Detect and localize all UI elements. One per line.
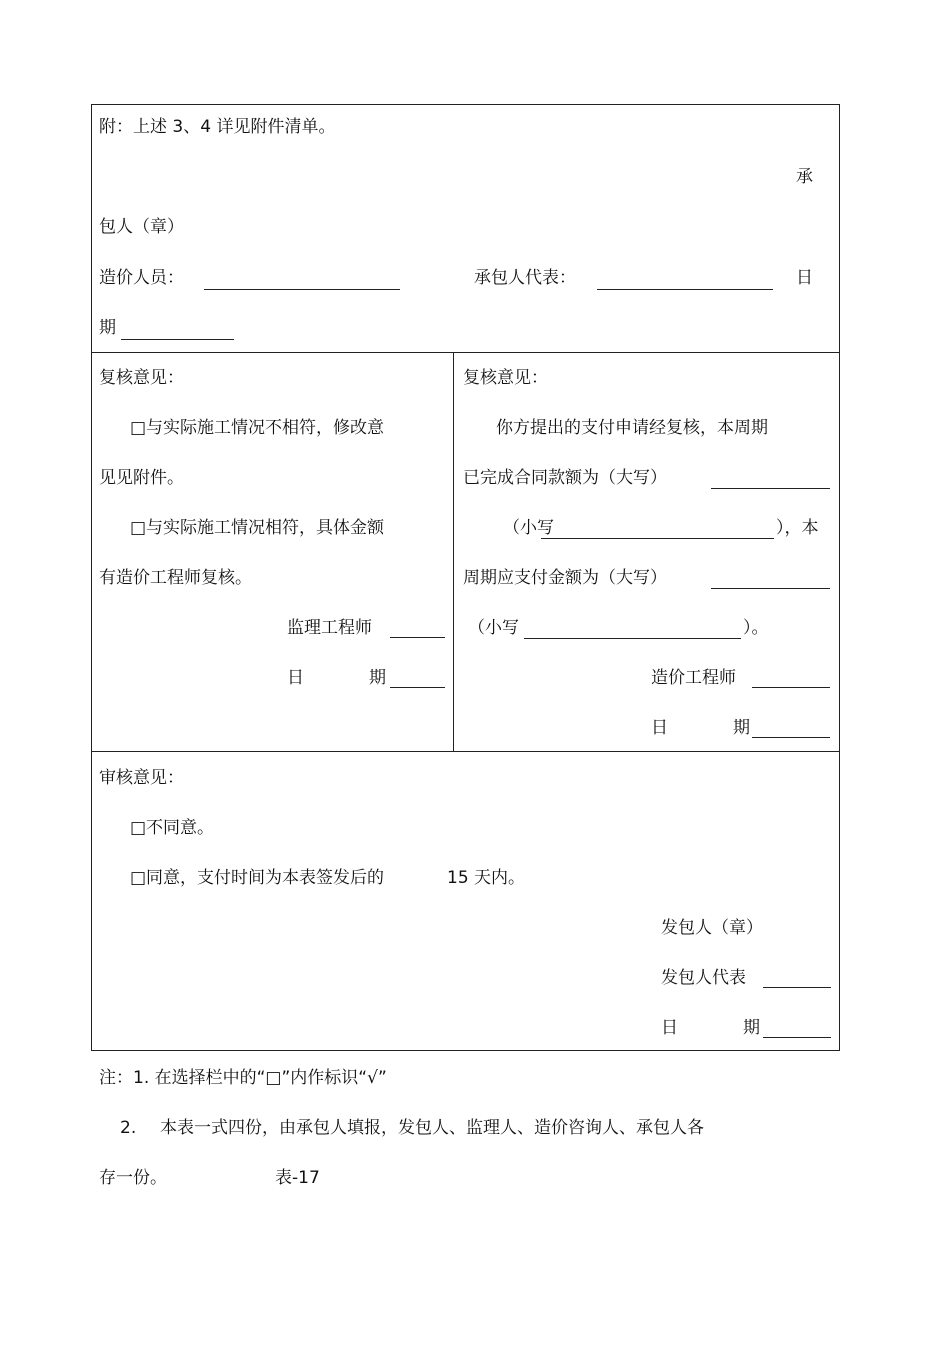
- left-date-period: 期: [369, 668, 386, 688]
- review-right-line3-open: （小写: [503, 518, 554, 538]
- cost-engineer-label: 造价工程师: [651, 668, 736, 688]
- review-right-line5-open: （小写: [468, 618, 519, 638]
- audit-option-agree[interactable]: □同意，支付时间为本表签发后的: [130, 868, 385, 888]
- review-option-1-line1[interactable]: □与实际施工情况不相符，修改意: [130, 418, 385, 438]
- issuer-rep-label: 发包人代表: [661, 968, 746, 988]
- completed-amount-figures-field[interactable]: [541, 538, 774, 539]
- payable-amount-figures-field[interactable]: [524, 638, 741, 639]
- audit-option-disagree[interactable]: □不同意。: [130, 818, 215, 838]
- right-date-day: 日: [651, 718, 668, 738]
- review-right-line2: 已完成合同款额为（大写）: [463, 468, 667, 488]
- contractor-rep-field[interactable]: [597, 289, 773, 290]
- review-right-line3-close: ），本: [776, 518, 819, 538]
- supervisor-label: 监理工程师: [287, 618, 372, 638]
- cost-staff-label: 造价人员：: [99, 268, 184, 288]
- completed-amount-words-field[interactable]: [711, 488, 830, 489]
- note-2-continuation: 存一份。: [99, 1168, 167, 1188]
- note-1: 注：1. 在选择栏中的“□”内作标识“√”: [99, 1068, 387, 1088]
- note-2-number: 2.: [120, 1118, 137, 1138]
- review-title-right: 复核意见：: [463, 368, 548, 388]
- audit-date-period: 期: [743, 1018, 760, 1038]
- right-date-period: 期: [733, 718, 750, 738]
- payable-amount-words-field[interactable]: [711, 588, 830, 589]
- audit-date-field[interactable]: [763, 1037, 831, 1038]
- review-option-2-line1[interactable]: □与实际施工情况相符，具体金额: [130, 518, 385, 538]
- contractor-seal-label: 包人（章）: [99, 217, 184, 237]
- cost-staff-field[interactable]: [204, 289, 400, 290]
- date-label-day: 日: [796, 268, 813, 288]
- left-date-day: 日: [287, 668, 304, 688]
- attachment-note: 附：上述 3、4 详见附件清单。: [99, 117, 336, 137]
- date-field[interactable]: [121, 339, 234, 340]
- issuer-rep-field[interactable]: [763, 987, 831, 988]
- review-title-left: 复核意见：: [99, 368, 184, 388]
- date-label-period: 期: [99, 318, 116, 338]
- note-2-text: 本表一式四份，由承包人填报，发包人、监理人、造价咨询人、承包人各: [160, 1118, 704, 1138]
- review-option-2-line2: 有造价工程师复核。: [99, 568, 252, 588]
- review-right-line1: 你方提出的支付申请经复核，本周期: [496, 418, 768, 438]
- row-divider-1: [91, 352, 840, 353]
- left-date-field[interactable]: [390, 687, 445, 688]
- issuer-seal-label: 发包人（章）: [661, 918, 763, 938]
- audit-option-agree-days: 15 天内。: [447, 868, 526, 888]
- column-divider: [453, 352, 454, 751]
- right-date-field[interactable]: [752, 737, 830, 738]
- audit-title: 审核意见：: [99, 768, 184, 788]
- row-divider-2: [91, 751, 840, 752]
- cost-engineer-field[interactable]: [752, 687, 830, 688]
- review-right-line5-close: ）。: [743, 618, 769, 638]
- review-right-line4: 周期应支付金额为（大写）: [463, 568, 667, 588]
- table-id: 表-17: [275, 1168, 320, 1188]
- contractor-rep-label: 承包人代表：: [474, 268, 576, 288]
- supervisor-field[interactable]: [390, 637, 445, 638]
- review-option-1-line2: 见见附件。: [99, 468, 184, 488]
- contractor-seal-char: 承: [796, 167, 813, 187]
- audit-date-day: 日: [661, 1018, 678, 1038]
